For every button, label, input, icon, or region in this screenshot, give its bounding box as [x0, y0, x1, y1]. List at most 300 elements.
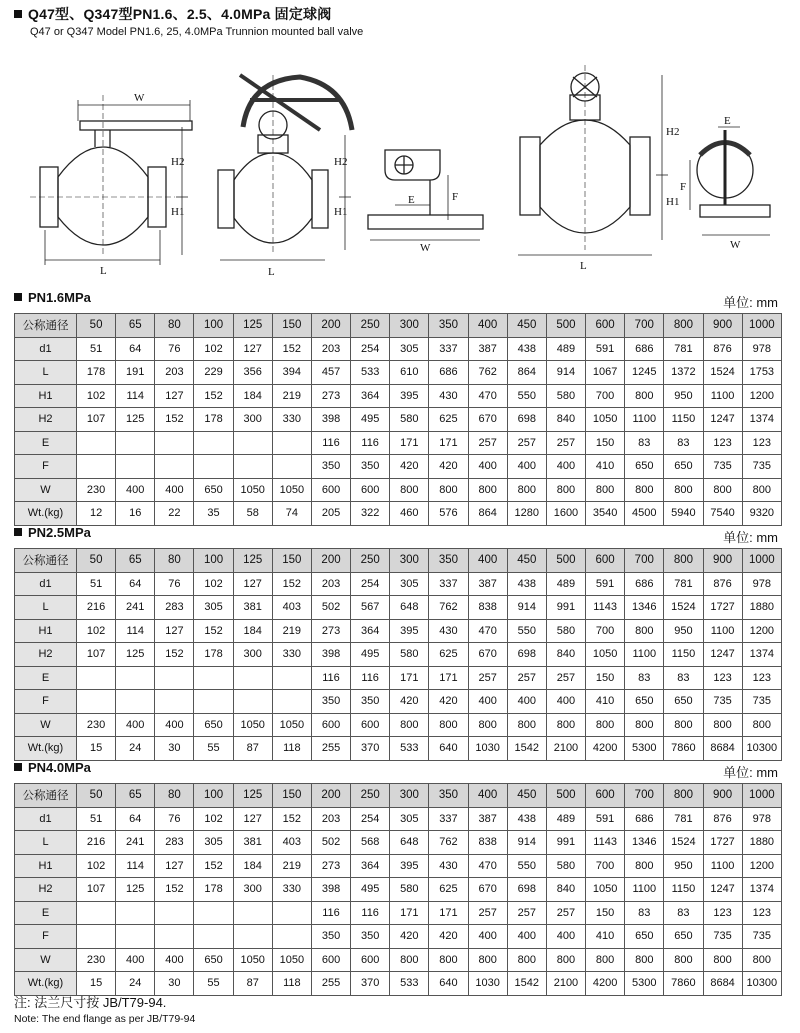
table-cell: 400 — [546, 455, 585, 479]
table-cell: 698 — [507, 878, 546, 902]
table-cell: 698 — [507, 408, 546, 432]
table-cell: 495 — [351, 408, 390, 432]
table-row — [15, 455, 782, 479]
table-cell: 127 — [233, 337, 272, 361]
table-cell: 650 — [194, 948, 233, 972]
table-cell: 600 — [351, 478, 390, 502]
table-cell: 991 — [546, 596, 585, 620]
table-cell: 22 — [155, 502, 194, 526]
row-label: L — [15, 831, 77, 855]
row-label: W — [15, 713, 77, 737]
table-cell: 700 — [586, 384, 625, 408]
table-cell: 118 — [272, 737, 311, 761]
row-label: d1 — [15, 572, 77, 596]
table-cell: 600 — [311, 713, 350, 737]
table-cell: 460 — [390, 502, 429, 526]
table-cell: 457 — [311, 361, 350, 385]
table-cell: 400 — [116, 713, 155, 737]
table-cell: 102 — [194, 807, 233, 831]
table-cell: 400 — [116, 948, 155, 972]
table-row — [15, 878, 782, 902]
table-cell: 1050 — [586, 878, 625, 902]
table-cell: 116 — [351, 901, 390, 925]
header-cell-dn: 65 — [116, 314, 155, 338]
table-cell — [155, 455, 194, 479]
table-cell: 171 — [429, 901, 468, 925]
table-cell: 978 — [742, 337, 781, 361]
table-cell: 300 — [233, 643, 272, 667]
table-cell: 800 — [625, 713, 664, 737]
table-row — [15, 572, 782, 596]
table-cell: 640 — [429, 737, 468, 761]
table-cell: 400 — [468, 925, 507, 949]
table-cell: 178 — [194, 408, 233, 432]
table-cell: 30 — [155, 972, 194, 996]
table-cell — [155, 901, 194, 925]
table-cell: 152 — [194, 384, 233, 408]
table-cell: 576 — [429, 502, 468, 526]
table-cell: 670 — [468, 878, 507, 902]
header-cell-dn: 700 — [625, 314, 664, 338]
table-cell: 127 — [155, 384, 194, 408]
table-cell: 219 — [272, 619, 311, 643]
table-cell: 1100 — [703, 384, 742, 408]
table-cell: 1030 — [468, 737, 507, 761]
table-cell: 330 — [272, 643, 311, 667]
table-cell: 257 — [546, 666, 585, 690]
table-cell: 107 — [77, 878, 116, 902]
header-cell-dn: 125 — [233, 549, 272, 573]
table-cell: 1143 — [586, 596, 625, 620]
table-cell: 1346 — [625, 831, 664, 855]
table-cell: 64 — [116, 337, 155, 361]
table-cell: 1050 — [272, 713, 311, 737]
table-cell: 762 — [468, 361, 507, 385]
table-cell: 230 — [77, 478, 116, 502]
table-cell: 640 — [429, 972, 468, 996]
header-cell-dn: 250 — [351, 784, 390, 808]
table-cell: 400 — [155, 948, 194, 972]
table-cell: 591 — [586, 572, 625, 596]
table-cell: 914 — [507, 596, 546, 620]
dim-label-w-3: W — [730, 239, 741, 251]
table-cell — [194, 901, 233, 925]
table-cell: 9320 — [742, 502, 781, 526]
table-cell: 950 — [664, 854, 703, 878]
table-cell: 123 — [703, 901, 742, 925]
table-cell — [155, 925, 194, 949]
header-cell-dn: 500 — [546, 314, 585, 338]
table-cell: 171 — [390, 431, 429, 455]
table-cell: 1247 — [703, 878, 742, 902]
table-cell: 381 — [233, 596, 272, 620]
table-cell — [116, 901, 155, 925]
table-cell: 10300 — [742, 737, 781, 761]
dim-label-h2-3: H2 — [666, 126, 680, 138]
table-row — [15, 948, 782, 972]
spec-table-pn25 — [14, 548, 782, 761]
table-cell: 254 — [351, 572, 390, 596]
title-cn — [14, 4, 363, 24]
table-cell: 51 — [77, 572, 116, 596]
table-cell: 400 — [507, 925, 546, 949]
header-cell-dn: 1000 — [742, 549, 781, 573]
table-cell: 650 — [625, 455, 664, 479]
drawing-large-valve — [518, 65, 668, 255]
table-cell: 470 — [468, 384, 507, 408]
table-cell: 127 — [155, 854, 194, 878]
table-cell: 398 — [311, 643, 350, 667]
table-cell: 800 — [742, 948, 781, 972]
table-cell: 700 — [586, 854, 625, 878]
table-cell: 495 — [351, 878, 390, 902]
table-cell: 4200 — [586, 972, 625, 996]
table-cell: 257 — [507, 901, 546, 925]
table-cell: 83 — [625, 666, 664, 690]
table-cell: 387 — [468, 572, 507, 596]
section-title-pn16: PN1.6MPa — [14, 290, 91, 305]
table-cell: 116 — [311, 666, 350, 690]
table-cell: 1727 — [703, 831, 742, 855]
table-cell: 370 — [351, 737, 390, 761]
table-cell: 400 — [155, 713, 194, 737]
table-cell: 533 — [390, 972, 429, 996]
header-cell-dn: 350 — [429, 314, 468, 338]
table-cell: 800 — [507, 713, 546, 737]
table-row — [15, 831, 782, 855]
table-cell: 403 — [272, 831, 311, 855]
table-cell: 1346 — [625, 596, 664, 620]
table-cell: 350 — [351, 925, 390, 949]
table-cell: 150 — [586, 901, 625, 925]
table-cell: 12 — [77, 502, 116, 526]
table-row — [15, 337, 782, 361]
table-cell: 152 — [194, 854, 233, 878]
table-cell: 1600 — [546, 502, 585, 526]
table-header-row — [15, 784, 782, 808]
table-cell: 550 — [507, 384, 546, 408]
table-cell: 1143 — [586, 831, 625, 855]
table-cell: 1247 — [703, 643, 742, 667]
table-cell: 502 — [311, 596, 350, 620]
bullet-square-icon — [14, 763, 22, 771]
table-cell: 15 — [77, 737, 116, 761]
table-cell: 1372 — [664, 361, 703, 385]
table-cell: 116 — [351, 431, 390, 455]
footnote — [14, 992, 195, 1025]
table-cell — [272, 925, 311, 949]
table-cell: 400 — [116, 478, 155, 502]
table-cell: 337 — [429, 572, 468, 596]
drawing-lever-valve — [30, 95, 192, 265]
table-cell: 610 — [390, 361, 429, 385]
table-cell: 1880 — [742, 596, 781, 620]
table-cell — [77, 901, 116, 925]
table-cell — [194, 690, 233, 714]
table-cell: 350 — [311, 925, 350, 949]
table-cell: 1050 — [272, 948, 311, 972]
table-cell: 178 — [77, 361, 116, 385]
table-cell: 735 — [703, 690, 742, 714]
table-cell: 580 — [546, 384, 585, 408]
table-cell — [77, 455, 116, 479]
table-cell: 398 — [311, 878, 350, 902]
row-label: F — [15, 925, 77, 949]
table-cell: 840 — [546, 878, 585, 902]
table-cell: 64 — [116, 807, 155, 831]
header-cell-dn: 800 — [664, 549, 703, 573]
table-cell: 178 — [194, 643, 233, 667]
table-row — [15, 901, 782, 925]
table-cell: 1542 — [507, 972, 546, 996]
table-cell: 350 — [351, 690, 390, 714]
table-cell: 781 — [664, 572, 703, 596]
table-cell: 305 — [194, 831, 233, 855]
table-cell: 600 — [311, 948, 350, 972]
header-cell-dn: 150 — [272, 549, 311, 573]
table-row — [15, 408, 782, 432]
row-label: W — [15, 948, 77, 972]
table-cell: 1200 — [742, 619, 781, 643]
table-cell: 127 — [155, 619, 194, 643]
table-cell: 670 — [468, 408, 507, 432]
table-cell — [233, 925, 272, 949]
header-cell-dn: 450 — [507, 784, 546, 808]
table-cell: 800 — [625, 854, 664, 878]
table-cell: 800 — [625, 478, 664, 502]
row-label: F — [15, 455, 77, 479]
table-cell: 876 — [703, 337, 742, 361]
table-row — [15, 807, 782, 831]
table-cell: 625 — [429, 408, 468, 432]
table-cell: 762 — [429, 596, 468, 620]
table-cell — [233, 901, 272, 925]
table-cell: 489 — [546, 807, 585, 831]
table-row — [15, 431, 782, 455]
table-cell: 686 — [625, 807, 664, 831]
section-title-pn40: PN4.0MPa — [14, 760, 91, 775]
table-row — [15, 384, 782, 408]
bullet-square-icon — [14, 528, 22, 536]
table-cell: 400 — [468, 455, 507, 479]
table-cell: 800 — [703, 478, 742, 502]
header-cell-nominal-diameter: 公称通径 — [15, 784, 77, 808]
table-cell: 55 — [194, 972, 233, 996]
table-cell — [272, 455, 311, 479]
table-cell: 257 — [468, 901, 507, 925]
table-row — [15, 690, 782, 714]
table-cell: 1050 — [586, 408, 625, 432]
table-cell: 800 — [625, 619, 664, 643]
table-cell: 10300 — [742, 972, 781, 996]
table-cell: 914 — [546, 361, 585, 385]
header-cell-dn: 600 — [586, 784, 625, 808]
table-cell: 30 — [155, 737, 194, 761]
table-cell: 800 — [429, 478, 468, 502]
table-cell: 876 — [703, 807, 742, 831]
header-cell-dn: 400 — [468, 549, 507, 573]
table-cell: 800 — [546, 478, 585, 502]
table-cell: 1050 — [586, 643, 625, 667]
row-label: Wt.(kg) — [15, 972, 77, 996]
table-cell: 420 — [390, 925, 429, 949]
table-cell: 600 — [351, 948, 390, 972]
table-cell: 735 — [742, 925, 781, 949]
table-cell — [116, 925, 155, 949]
header-cell-dn: 200 — [311, 549, 350, 573]
table-cell: 114 — [116, 384, 155, 408]
table-cell — [272, 690, 311, 714]
table-cell: 255 — [311, 737, 350, 761]
table-cell: 550 — [507, 619, 546, 643]
table-cell: 550 — [507, 854, 546, 878]
table-cell: 1247 — [703, 408, 742, 432]
table-cell: 438 — [507, 807, 546, 831]
table-cell: 305 — [390, 337, 429, 361]
table-cell: 650 — [664, 455, 703, 479]
table-cell: 114 — [116, 619, 155, 643]
table-cell: 191 — [116, 361, 155, 385]
table-cell: 1100 — [625, 878, 664, 902]
table-cell: 800 — [703, 948, 742, 972]
table-cell: 838 — [468, 596, 507, 620]
table-cell: 184 — [233, 854, 272, 878]
row-label: L — [15, 361, 77, 385]
table-cell: 127 — [233, 807, 272, 831]
row-label: d1 — [15, 807, 77, 831]
table-cell: 257 — [546, 431, 585, 455]
table-cell: 648 — [390, 831, 429, 855]
header-cell-dn: 100 — [194, 784, 233, 808]
row-label: H1 — [15, 619, 77, 643]
table-cell: 350 — [351, 455, 390, 479]
table-cell: 735 — [742, 455, 781, 479]
table-cell: 305 — [194, 596, 233, 620]
table-cell: 686 — [625, 572, 664, 596]
table-cell: 1727 — [703, 596, 742, 620]
table-cell: 364 — [351, 619, 390, 643]
table-cell: 591 — [586, 807, 625, 831]
table-cell: 1524 — [703, 361, 742, 385]
table-cell: 800 — [468, 948, 507, 972]
table-cell — [116, 455, 155, 479]
table-cell: 762 — [429, 831, 468, 855]
table-cell: 1100 — [703, 854, 742, 878]
table-cell: 1050 — [272, 478, 311, 502]
table-cell: 24 — [116, 972, 155, 996]
table-cell: 152 — [155, 408, 194, 432]
table-cell: 735 — [703, 455, 742, 479]
table-cell: 781 — [664, 807, 703, 831]
header-cell-dn: 900 — [703, 549, 742, 573]
table-cell: 7860 — [664, 737, 703, 761]
table-cell: 420 — [429, 455, 468, 479]
table-cell: 257 — [507, 431, 546, 455]
dim-label-h1: H1 — [171, 206, 185, 218]
dim-label-f: F — [452, 191, 459, 203]
table-cell: 600 — [311, 478, 350, 502]
table-cell: 1542 — [507, 737, 546, 761]
table-cell: 102 — [77, 619, 116, 643]
table-cell: 83 — [664, 901, 703, 925]
table-cell — [116, 690, 155, 714]
drawing-side-view — [690, 127, 770, 235]
table-row — [15, 713, 782, 737]
table-cell: 800 — [546, 948, 585, 972]
table-cell: 800 — [742, 713, 781, 737]
table-cell: 2100 — [546, 972, 585, 996]
table-cell: 203 — [311, 337, 350, 361]
table-cell: 387 — [468, 337, 507, 361]
header-cell-dn: 450 — [507, 314, 546, 338]
table-cell: 87 — [233, 737, 272, 761]
header-cell-dn: 900 — [703, 314, 742, 338]
title-cn-text: Q47型、Q347型PN1.6、2.5、4.0MPa 固定球阀 — [28, 6, 332, 22]
table-cell: 394 — [272, 361, 311, 385]
dim-label-h2: H2 — [171, 156, 185, 168]
table-cell: 7540 — [703, 502, 742, 526]
table-cell: 114 — [116, 854, 155, 878]
table-header-row — [15, 314, 782, 338]
table-cell: 116 — [311, 431, 350, 455]
table-cell — [116, 431, 155, 455]
header-cell-dn: 300 — [390, 784, 429, 808]
table-cell: 102 — [77, 854, 116, 878]
spec-table-pn40 — [14, 783, 782, 996]
table-cell: 489 — [546, 337, 585, 361]
table-cell: 241 — [116, 831, 155, 855]
table-cell: 74 — [272, 502, 311, 526]
header-cell-dn: 150 — [272, 784, 311, 808]
table-cell: 438 — [507, 337, 546, 361]
table-cell — [233, 431, 272, 455]
table-cell: 127 — [233, 572, 272, 596]
table-cell — [272, 666, 311, 690]
row-label: W — [15, 478, 77, 502]
table-cell: 735 — [703, 925, 742, 949]
table-cell: 800 — [664, 713, 703, 737]
row-label: H2 — [15, 643, 77, 667]
table-cell: 650 — [664, 690, 703, 714]
row-label: d1 — [15, 337, 77, 361]
table-cell: 470 — [468, 619, 507, 643]
row-label: L — [15, 596, 77, 620]
table-cell: 650 — [625, 925, 664, 949]
header-cell-dn: 300 — [390, 549, 429, 573]
table-cell: 102 — [194, 337, 233, 361]
table-cell: 800 — [390, 948, 429, 972]
table-cell: 76 — [155, 572, 194, 596]
table-cell: 800 — [703, 713, 742, 737]
unit-label-pn16: 单位: mm — [723, 295, 778, 310]
table-cell: 83 — [625, 901, 664, 925]
header-cell-nominal-diameter: 公称通径 — [15, 314, 77, 338]
table-cell: 83 — [664, 666, 703, 690]
table-cell: 152 — [194, 619, 233, 643]
table-cell: 123 — [742, 901, 781, 925]
table-cell: 1200 — [742, 384, 781, 408]
table-cell: 350 — [311, 455, 350, 479]
header-cell-dn: 900 — [703, 784, 742, 808]
table-cell: 15 — [77, 972, 116, 996]
table-cell: 5300 — [625, 737, 664, 761]
table-cell: 800 — [664, 478, 703, 502]
row-label: H2 — [15, 878, 77, 902]
table-cell: 219 — [272, 384, 311, 408]
table-cell: 410 — [586, 690, 625, 714]
table-cell: 420 — [390, 690, 429, 714]
table-cell: 125 — [116, 408, 155, 432]
